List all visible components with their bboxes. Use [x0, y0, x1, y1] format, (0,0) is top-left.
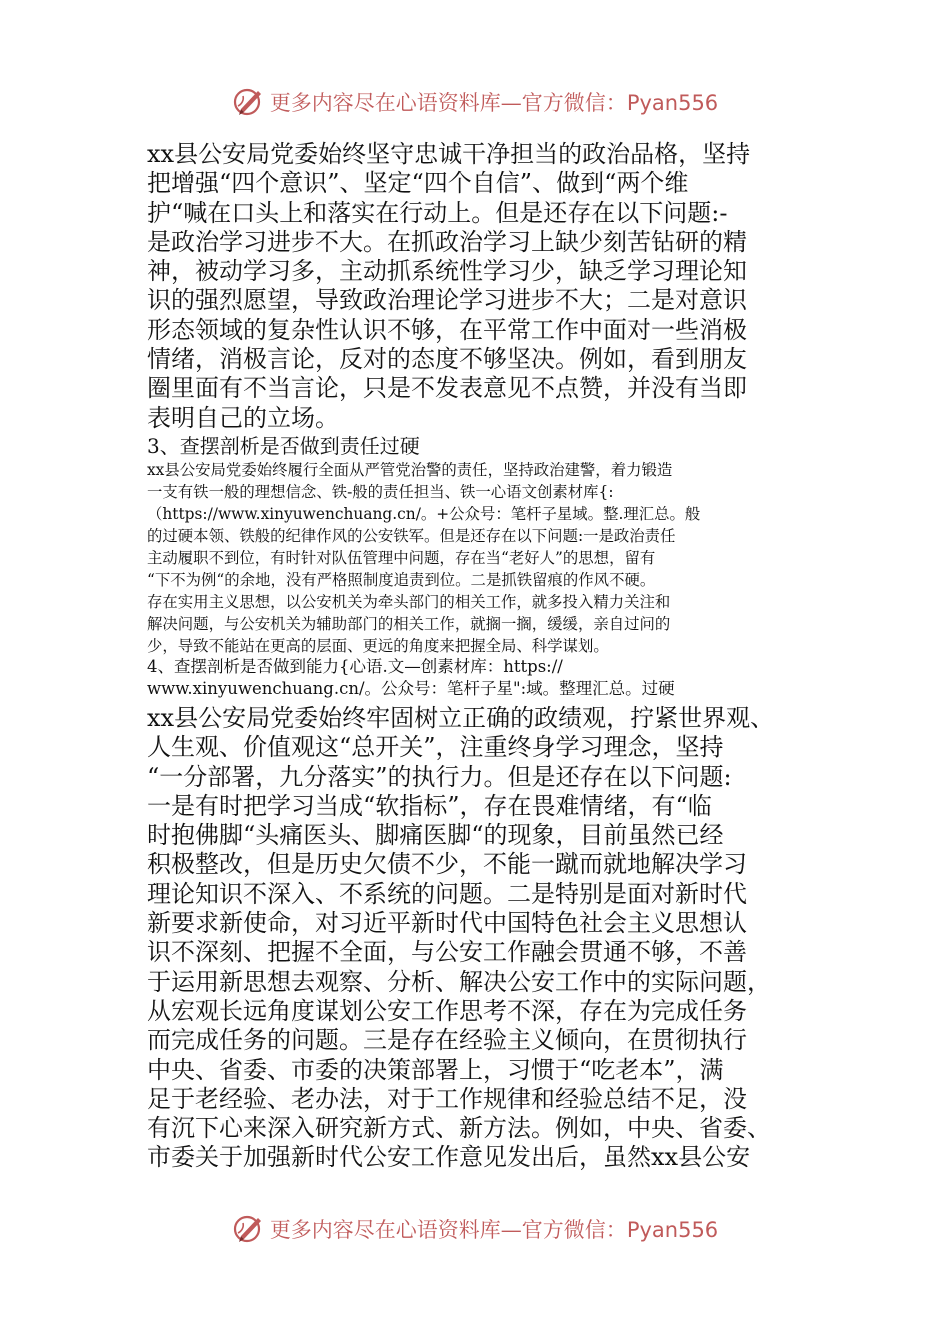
paragraph-line: 神，被动学习多，主动抓系统性学习少，缺乏学习理论知 [147, 257, 747, 286]
paragraph-line: 足于老经验、老办法，对于工作规律和经验总结不足，没 [147, 1084, 747, 1113]
section-heading-line: www.xinyuwenchuang.cn/。公众号：笔杆子星":域。整理汇总。过硬 [147, 679, 675, 698]
section3-body [147, 459, 807, 657]
banner-handle: Pyan556 [626, 91, 719, 115]
paragraph-line: 时抱佛脚“头痛医头、脚痛医脚“的现象，目前虽然已经 [147, 821, 724, 850]
pen-logo-icon [232, 85, 266, 119]
paragraph-line: xx县公安局党委始终牢固树立正确的政绩观，拧紧世界观、 [147, 704, 775, 732]
banner-text: 更多内容尽在心语资料库—官方微信：Pyan556 [269, 91, 719, 115]
section-heading-line: 4、查摆剖析是否做到能力{心语.文—创素材库：https:// [147, 657, 563, 676]
paragraph-line: 情绪，消极言论，反对的态度不够坚决。例如，看到朋友 [147, 345, 747, 374]
section-heading: 3、查摆剖析是否做到责任过硬 [147, 434, 420, 458]
paragraph-line: 识的强烈愿望，导致政治理论学习进步不大；二是对意识 [147, 286, 747, 315]
paragraph-line: “下不为例“的余地，没有严格照制度追责到位。二是抓铁留痕的作风不硬。 [147, 571, 656, 589]
paragraph-line: 有沉下心来深入研究新方式、新方法。例如，中央、省委、 [147, 1114, 771, 1143]
paragraph-line: 于运用新思想去观察、分析、解决公安工作中的实际问题， [147, 967, 771, 996]
paragraph-line: 表明自己的立场。 [147, 403, 339, 432]
paragraph-line: 一支有铁一般的理想信念、铁-般的责任担当、铁一心语文创素材库{: [147, 483, 614, 501]
paragraph-line: 识不深刻、把握不全面，与公安工作融会贯通不够，不善 [147, 938, 747, 967]
paragraph-line: 一是有时把学习当成“软指标”，存在畏难情绪，有“临 [147, 791, 712, 820]
paragraph-line: 护“喊在口头上和落实在行动上。但是还存在以下问题:- [147, 198, 728, 227]
footer-banner [0, 1209, 950, 1249]
paragraph-line: 而完成任务的问题。三是存在经验主义倾向，在贯彻执行 [147, 1026, 747, 1055]
pen-logo-icon [232, 1212, 266, 1246]
paragraph-line: 从宏观长远角度谋划公安工作思考不深，存在为完成任务 [147, 996, 747, 1025]
section4-heading [147, 656, 807, 700]
section4-body [147, 704, 807, 1173]
paragraph-line: xx县公安局党委始终履行全面从严管党治警的责任，坚持政治建警，着力锻造 [147, 461, 673, 479]
paragraph-line: 形态领域的复杂性认识不够，在平常工作中面对一些消极 [147, 315, 747, 344]
paragraph-line: 中央、省委、市委的决策部署上，习惯于“吃老本”，满 [147, 1055, 724, 1084]
paragraph-line: 人生观、价值观这“总开关”，注重终身学习理念，坚持 [147, 733, 724, 762]
banner-text: 更多内容尽在心语资料库—官方微信：Pyan556 [269, 1218, 719, 1242]
paragraph-line: 理论知识不深入、不系统的问题。二是特别是面对新时代 [147, 879, 747, 908]
paragraph-line: 把增强“四个意识”、坚定“四个自信”、做到“两个维 [147, 169, 689, 198]
paragraph-line: 主动履职不到位，有时针对队伍管理中问题，存在当“老好人”的思想，留有 [147, 549, 656, 567]
paragraph-line: 圈里面有不当言论，只是不发表意见不点赞，并没有当即 [147, 374, 747, 403]
banner-handle: Pyan556 [626, 1218, 719, 1242]
paragraph-line: 存在实用主义思想，以公安机关为牵头部门的相关工作，就多投入精力关注和 [147, 593, 671, 611]
paragraph-line: “一分部署，九分落实”的执行力。但是还存在以下问题: [147, 762, 732, 791]
paragraph-line: 解决问题，与公安机关为辅助部门的相关工作，就搁一搁，缓缓，亲自过问的 [147, 615, 671, 633]
paragraph-line: 市委关于加强新时代公安工作意见发出后，虽然xx县公安 [147, 1143, 751, 1172]
paragraph-line: （https://www.xinyuwenchuang.cn/。+公众号：笔杆子星域。整.理汇总。般 [147, 505, 701, 523]
paragraph-line: 新要求新使命，对习近平新时代中国特色社会主义思想认 [147, 909, 747, 938]
paragraph-line: 少，导致不能站在更高的层面、更远的角度来把握全局、科学谋划。 [147, 637, 609, 655]
paragraph-line: 是政治学习进步不大。在抓政治学习上缺少刻苦钻研的精 [147, 227, 747, 256]
section-political [147, 140, 807, 433]
paragraph-line: 积极整改，但是历史欠债不少，不能一蹴而就地解决学习 [147, 850, 747, 879]
section3-heading [147, 434, 807, 458]
header-banner [0, 82, 950, 122]
paragraph-line: xx县公安局党委始终坚守忠诚干净担当的政治品格，坚持 [147, 140, 751, 168]
paragraph-line: 的过硬本领、铁般的纪律作风的公安铁军。但是还存在以下问题:一是政治责任 [147, 527, 676, 545]
